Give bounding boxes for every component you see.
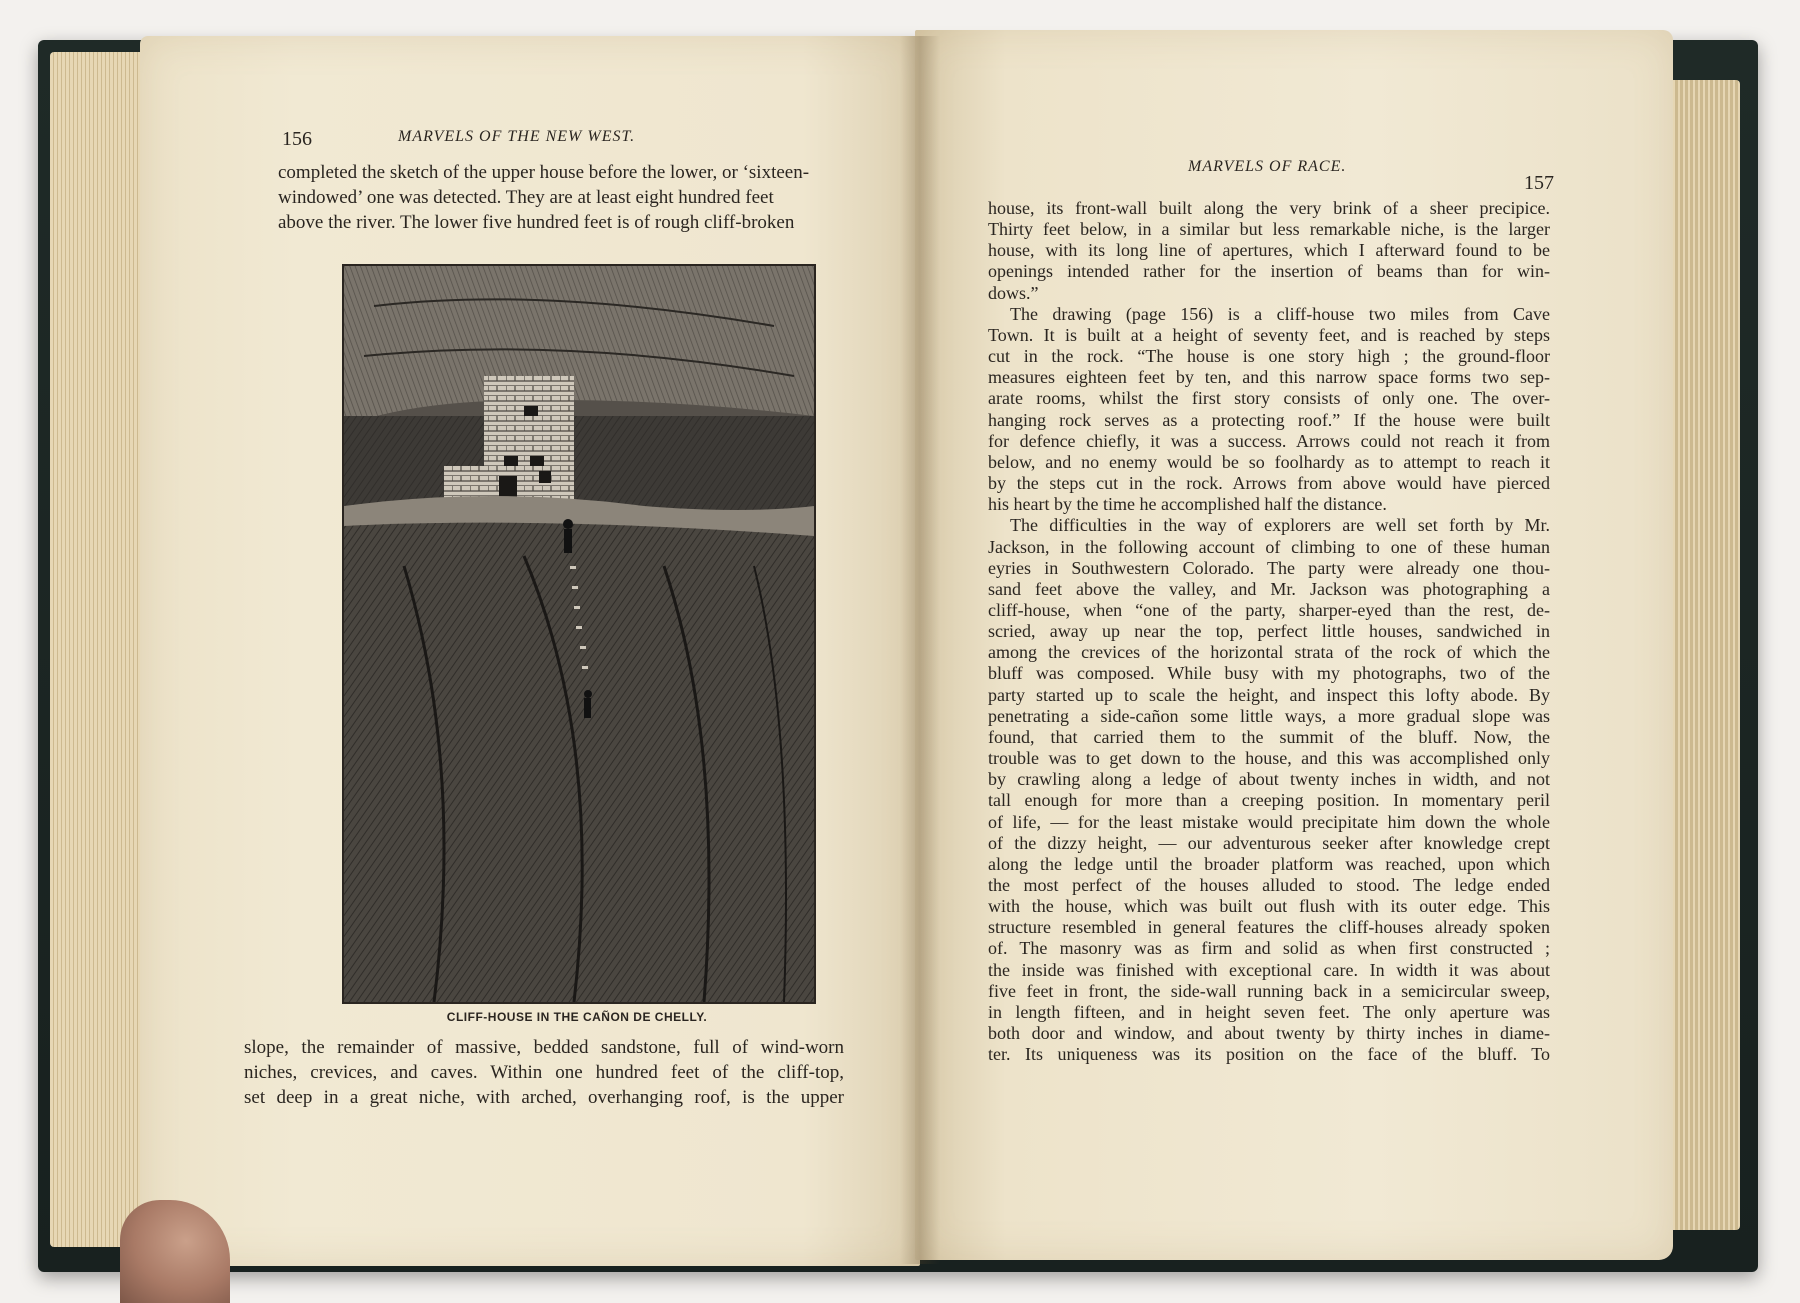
text-line: below, and no enemy would be so foolhardy as to attempt to reach it: [988, 451, 1550, 472]
text-line: of life, — for the least mistake would precipitate him down the whole: [988, 811, 1550, 832]
text-line: above the river. The lower five hundred feet is of rough cliff-broken: [278, 212, 795, 233]
text-line: structure resembled in general features the cliff-houses already spoken: [988, 917, 1550, 938]
text-line: measures eighteen feet by ten, and this narrow space forms two sep-: [988, 367, 1550, 388]
text-line: house, its front-wall built along the very brink of a sheer precipice.: [988, 198, 1550, 218]
right-page-edges: [1665, 80, 1740, 1230]
text-line: bluff was composed. While busy with my photographs, two of the: [988, 663, 1550, 684]
text-line: trouble was to get down to the house, and this was accomplished only: [988, 748, 1550, 769]
cliff-house-engraving: [342, 264, 816, 1004]
text-line: in length fifteen, and in height seven feet. The only aperture was: [988, 1001, 1550, 1022]
text-line: cliff-house, when “one of the party, sharper-eyed than the rest, de-: [988, 599, 1550, 620]
text-line: for defence chiefly, it was a success. Arrows could not reach it from: [988, 430, 1550, 451]
text-line: with the house, which was built out flush with its outer edge. This: [988, 896, 1550, 917]
right-running-head: MARVELS OF RACE.: [1188, 158, 1347, 175]
engraving-illustration: [344, 266, 814, 1002]
text-line: the most perfect of the houses alluded to stood. The ledge ended: [988, 875, 1550, 895]
figure-caption: CLIFF-HOUSE IN THE CAÑON DE CHELLY.: [446, 1010, 708, 1024]
text-line: ter. Its uniqueness was its position on the face of the bluff. To: [988, 1044, 1550, 1065]
text-line: his heart by the time he accomplished half the distance.: [988, 494, 1387, 515]
right-page-number: 157: [1524, 172, 1554, 194]
left-top-paragraph: [278, 160, 810, 235]
text-line: penetrating a side-cañon some little ways, a more gradual slope was: [988, 705, 1550, 726]
left-running-head: MARVELS OF THE NEW WEST.: [398, 128, 636, 145]
text-line: found, that carried them to the summit of the bluff. Now, the: [988, 726, 1550, 747]
text-line: niches, crevices, and caves. Within one hundred feet of the cliff-top,: [244, 1062, 844, 1083]
text-line: Jackson, in the following account of climbing to one of these human: [988, 536, 1550, 557]
right-body-text: [988, 198, 1550, 1065]
text-line: sand feet above the valley, and Mr. Jackson was photographing a: [988, 578, 1550, 599]
text-line: The difficulties in the way of explorers are well set forth by Mr.: [1010, 515, 1550, 536]
text-line: of the dizzy height, — our adventurous seeker after knowledge crept: [988, 832, 1550, 853]
text-line: slope, the remainder of massive, bedded sandstone, full of wind-worn: [244, 1037, 844, 1058]
text-line: arate rooms, whilst the first story consists of only one. The over-: [988, 388, 1550, 409]
text-line: hanging rock serves as a protecting roof.” If the house were built: [988, 409, 1550, 430]
text-line: scried, away up near the top, perfect little houses, sandwiched in: [988, 621, 1550, 642]
text-line: windowed’ one was detected. They are at least eight hundred feet: [278, 187, 774, 208]
text-line: along the ledge until the broader platform was reached, upon which: [988, 853, 1550, 874]
text-line: dows.”: [988, 282, 1039, 303]
text-line: cut in the rock. “The house is one story high ; the ground-floor: [988, 346, 1550, 367]
text-line: five feet in front, the side-wall running back in a semicircular sweep,: [988, 980, 1550, 1001]
text-line: Thirty feet below, in a similar but less remarkable niche, is the larger: [988, 219, 1550, 240]
text-line: house, with its long line of apertures, which I afterward found to be: [988, 240, 1550, 261]
text-line: The drawing (page 156) is a cliff-house two miles from Cave: [1010, 303, 1550, 324]
text-line: completed the sketch of the upper house before the lower, or ‘sixteen-: [278, 162, 810, 183]
text-line: among the crevices of the horizontal strata of the rock of which the: [988, 642, 1550, 663]
text-line: tall enough for more than a creeping position. In momentary peril: [988, 790, 1550, 811]
text-line: of. The masonry was as firm and solid as when first constructed ;: [988, 938, 1550, 959]
text-line: Town. It is built at a height of seventy feet, and is reached by steps: [988, 324, 1550, 345]
text-line: openings intended rather for the insertion of beams than for win-: [988, 261, 1550, 282]
text-line: eyries in Southwestern Colorado. The party were already one thou-: [988, 557, 1550, 578]
text-line: by crawling along a ledge of about twenty inches in width, and not: [988, 769, 1550, 790]
text-line: by the steps cut in the rock. Arrows from above would have pierced: [988, 473, 1550, 494]
left-page-number: 156: [282, 128, 312, 150]
text-line: party started up to scale the height, and inspect this lofty abode. By: [988, 684, 1550, 705]
book-gutter: [900, 36, 940, 1264]
left-bottom-paragraph: [244, 1035, 844, 1110]
text-line: set deep in a great niche, with arched, overhanging roof, is the upper: [244, 1087, 844, 1108]
text-line: both door and window, and about twenty by thirty inches in diame-: [988, 1023, 1550, 1044]
text-line: the inside was finished with exceptional care. In width it was about: [988, 959, 1550, 980]
